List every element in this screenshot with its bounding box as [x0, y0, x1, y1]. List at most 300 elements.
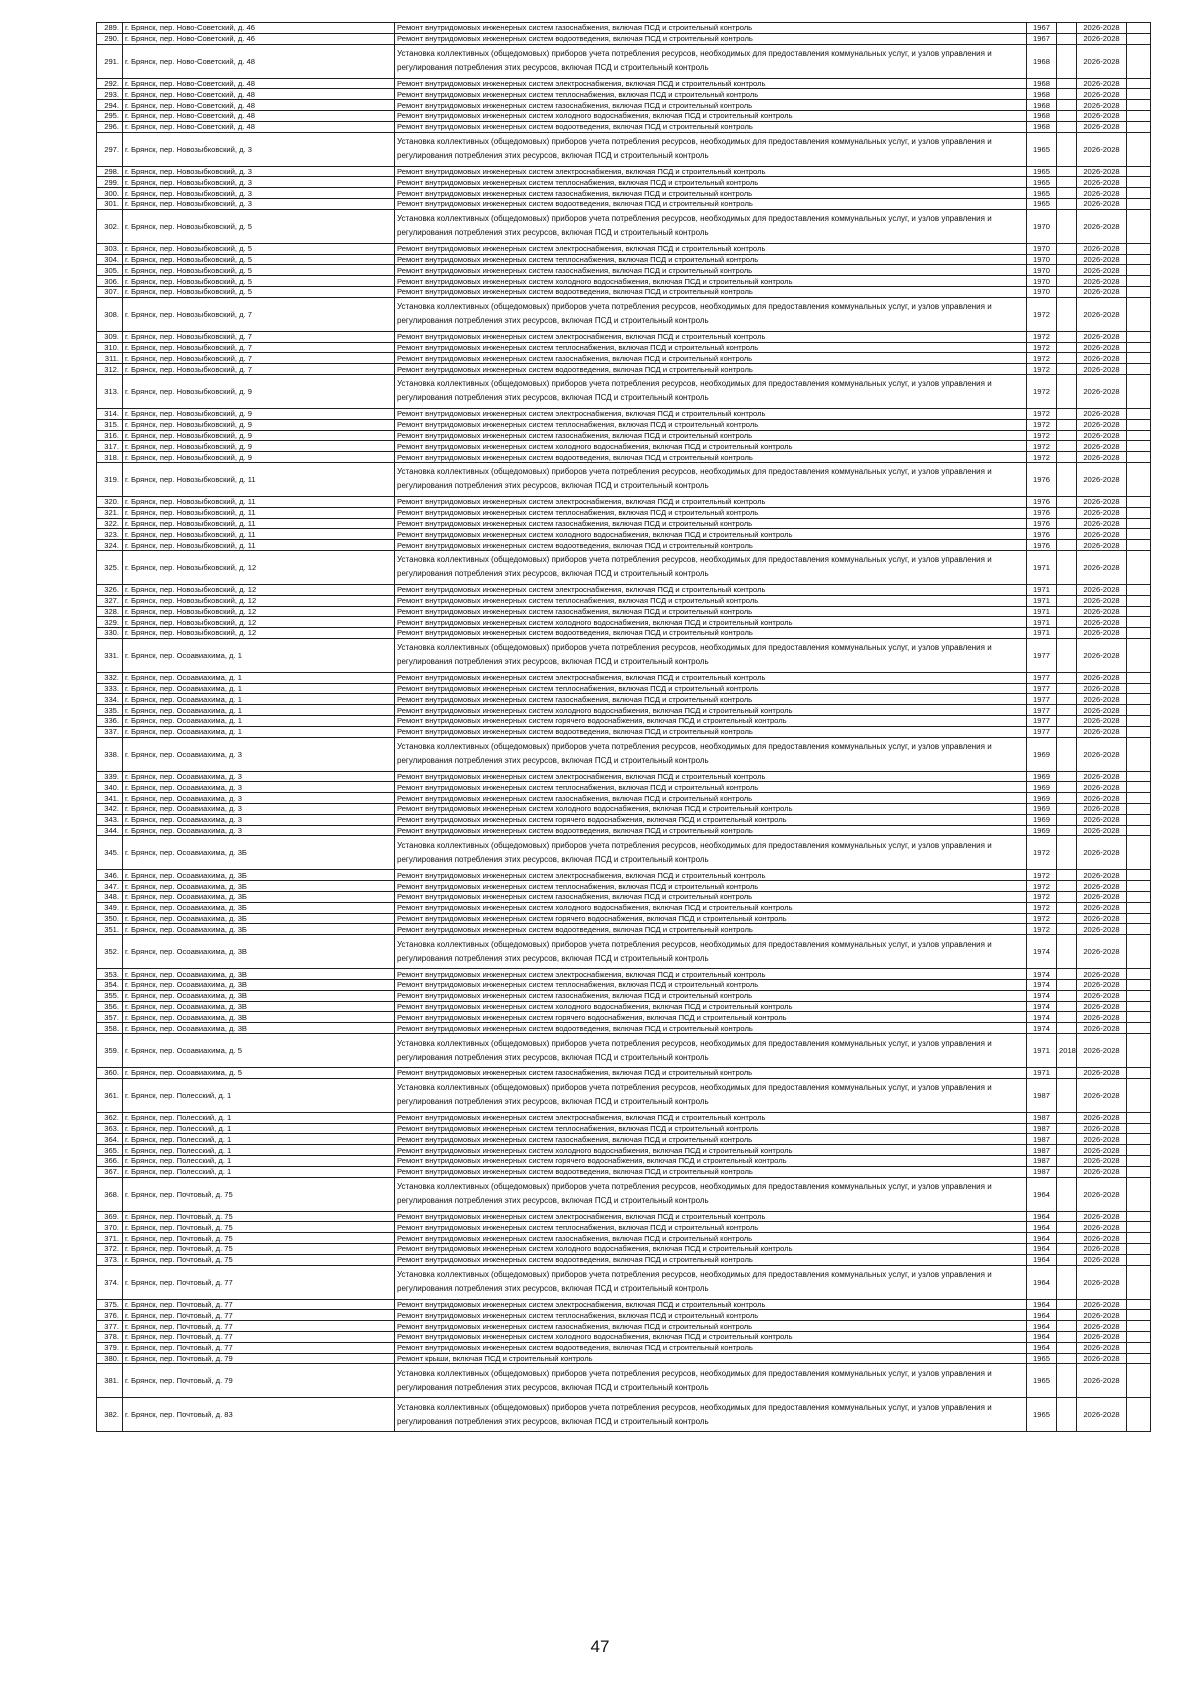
work-type-cell: Ремонт внутридомовых инженерных систем холодного водоснабжения, включая ПСД и строительный контроль: [395, 804, 1027, 815]
row-number: 322.: [97, 518, 123, 529]
previous-repair-cell: [1057, 726, 1077, 737]
table-row: [97, 606, 1151, 617]
row-number: 309.: [97, 331, 123, 342]
work-type-cell: Ремонт крыши, включая ПСД и строительный контроль: [395, 1353, 1027, 1364]
repair-period-cell: 2026-2028: [1077, 1243, 1127, 1254]
table-row: [97, 804, 1151, 815]
empty-cell: [1127, 672, 1151, 683]
year-built-cell: 1968: [1027, 121, 1057, 132]
table-row: [97, 1134, 1151, 1145]
address-cell: г. Брянск, пер. Осоавиахима, д. 1: [123, 705, 395, 716]
work-type-cell: Ремонт внутридомовых инженерных систем водоотведения, включая ПСД и строительный контроль: [395, 198, 1027, 209]
address-cell: г. Брянск, пер. Осоавиахима, д. 3: [123, 771, 395, 782]
repair-period-cell: 2026-2028: [1077, 1222, 1127, 1233]
previous-repair-cell: [1057, 870, 1077, 881]
year-built-cell: 1968: [1027, 89, 1057, 100]
row-number: 323.: [97, 529, 123, 540]
row-number: 310.: [97, 342, 123, 353]
address-cell: г. Брянск, пер. Осоавиахима, д. 3: [123, 814, 395, 825]
table-row: [97, 836, 1151, 870]
year-built-cell: 1972: [1027, 353, 1057, 364]
previous-repair-cell: [1057, 705, 1077, 716]
empty-cell: [1127, 286, 1151, 297]
row-number: 334.: [97, 694, 123, 705]
year-built-cell: 1971: [1027, 1034, 1057, 1068]
repair-period-cell: 2026-2028: [1077, 540, 1127, 551]
repair-period-cell: 2026-2028: [1077, 1001, 1127, 1012]
repair-period-cell: 2026-2028: [1077, 969, 1127, 980]
previous-repair-cell: [1057, 166, 1077, 177]
empty-cell: [1127, 771, 1151, 782]
work-type-cell: Ремонт внутридомовых инженерных систем электроснабжения, включая ПСД и строительный контроль: [395, 331, 1027, 342]
year-built-cell: 1977: [1027, 638, 1057, 672]
address-cell: г. Брянск, пер. Осоавиахима, д. 3В: [123, 935, 395, 969]
address-cell: г. Брянск, пер. Новозыбковский, д. 7: [123, 342, 395, 353]
address-cell: г. Брянск, пер. Ново-Советский, д. 46: [123, 33, 395, 44]
address-cell: г. Брянск, пер. Новозыбковский, д. 12: [123, 628, 395, 639]
row-number: 374.: [97, 1265, 123, 1299]
row-number: 344.: [97, 825, 123, 836]
year-built-cell: 1971: [1027, 595, 1057, 606]
previous-repair-cell: [1057, 1233, 1077, 1244]
previous-repair-cell: [1057, 1243, 1077, 1254]
table-row: [97, 132, 1151, 166]
work-type-cell: Ремонт внутридомовых инженерных систем электроснабжения, включая ПСД и строительный контроль: [395, 496, 1027, 507]
address-cell: г. Брянск, пер. Новозыбковский, д. 9: [123, 408, 395, 419]
empty-cell: [1127, 265, 1151, 276]
empty-cell: [1127, 913, 1151, 924]
empty-cell: [1127, 540, 1151, 551]
table-row: [97, 1166, 1151, 1177]
previous-repair-cell: [1057, 198, 1077, 209]
row-number: 337.: [97, 726, 123, 737]
work-type-cell: Ремонт внутридомовых инженерных систем водоотведения, включая ПСД и строительный контроль: [395, 364, 1027, 375]
year-built-cell: 1969: [1027, 825, 1057, 836]
year-built-cell: 1972: [1027, 342, 1057, 353]
table-row: [97, 1254, 1151, 1265]
table-row: [97, 694, 1151, 705]
table-row: [97, 33, 1151, 44]
previous-repair-cell: [1057, 1112, 1077, 1123]
work-type-cell: Ремонт внутридомовых инженерных систем холодного водоснабжения, включая ПСД и строительный контроль: [395, 1145, 1027, 1156]
repair-period-cell: 2026-2028: [1077, 276, 1127, 287]
empty-cell: [1127, 441, 1151, 452]
year-built-cell: 1972: [1027, 374, 1057, 408]
year-built-cell: 1969: [1027, 782, 1057, 793]
repair-period-cell: 2026-2028: [1077, 716, 1127, 727]
address-cell: г. Брянск, пер. Новозыбковский, д. 3: [123, 198, 395, 209]
address-cell: г. Брянск, пер. Осоавиахима, д. 3: [123, 737, 395, 771]
table-row: [97, 342, 1151, 353]
previous-repair-cell: [1057, 980, 1077, 991]
row-number: 363.: [97, 1123, 123, 1134]
previous-repair-cell: [1057, 814, 1077, 825]
row-number: 289.: [97, 23, 123, 34]
work-type-cell: Ремонт внутридомовых инженерных систем теплоснабжения, включая ПСД и строительный контроль: [395, 342, 1027, 353]
repair-period-cell: 2026-2028: [1077, 617, 1127, 628]
address-cell: г. Брянск, пер. Новозыбковский, д. 12: [123, 606, 395, 617]
previous-repair-cell: [1057, 881, 1077, 892]
repair-period-cell: 2026-2028: [1077, 1145, 1127, 1156]
repair-period-cell: 2026-2028: [1077, 881, 1127, 892]
previous-repair-cell: [1057, 836, 1077, 870]
address-cell: г. Брянск, пер. Почтовый, д. 79: [123, 1364, 395, 1398]
empty-cell: [1127, 243, 1151, 254]
work-type-cell: Установка коллективных (общедомовых) приборов учета потребления ресурсов, необходимых для предоставления коммунальных услуг, и узлов управления и регулирования потребления этих ресурсов, включая ПСД и строительный контроль: [395, 1265, 1027, 1299]
empty-cell: [1127, 737, 1151, 771]
work-type-cell: Ремонт внутридомовых инженерных систем газоснабжения, включая ПСД и строительный контроль: [395, 694, 1027, 705]
year-built-cell: 1977: [1027, 716, 1057, 727]
year-built-cell: 1970: [1027, 243, 1057, 254]
empty-cell: [1127, 1166, 1151, 1177]
address-cell: г. Брянск, пер. Новозыбковский, д. 5: [123, 209, 395, 243]
year-built-cell: 1972: [1027, 892, 1057, 903]
year-built-cell: 1977: [1027, 705, 1057, 716]
work-type-cell: Ремонт внутридомовых инженерных систем холодного водоснабжения, включая ПСД и строительный контроль: [395, 617, 1027, 628]
repair-period-cell: 2026-2028: [1077, 814, 1127, 825]
work-type-cell: Ремонт внутридомовых инженерных систем горячего водоснабжения, включая ПСД и строительный контроль: [395, 716, 1027, 727]
empty-cell: [1127, 353, 1151, 364]
table-row: [97, 44, 1151, 78]
previous-repair-cell: [1057, 1254, 1077, 1265]
address-cell: г. Брянск, пер. Новозыбковский, д. 11: [123, 462, 395, 496]
address-cell: г. Брянск, пер. Полесский, д. 1: [123, 1112, 395, 1123]
previous-repair-cell: [1057, 507, 1077, 518]
repair-period-cell: 2026-2028: [1077, 980, 1127, 991]
address-cell: г. Брянск, пер. Почтовый, д. 75: [123, 1243, 395, 1254]
repair-period-cell: 2026-2028: [1077, 902, 1127, 913]
table-row: [97, 89, 1151, 100]
table-row: [97, 913, 1151, 924]
row-number: 295.: [97, 110, 123, 121]
table-row: [97, 716, 1151, 727]
table-row: [97, 540, 1151, 551]
previous-repair-cell: [1057, 1001, 1077, 1012]
work-type-cell: Ремонт внутридомовых инженерных систем холодного водоснабжения, включая ПСД и строительный контроль: [395, 1243, 1027, 1254]
empty-cell: [1127, 980, 1151, 991]
work-type-cell: Ремонт внутридомовых инженерных систем водоотведения, включая ПСД и строительный контроль: [395, 452, 1027, 463]
address-cell: г. Брянск, пер. Новозыбковский, д. 3: [123, 188, 395, 199]
address-cell: г. Брянск, пер. Новозыбковский, д. 9: [123, 430, 395, 441]
address-cell: г. Брянск, пер. Новозыбковский, д. 11: [123, 518, 395, 529]
year-built-cell: 1969: [1027, 804, 1057, 815]
row-number: 338.: [97, 737, 123, 771]
repair-period-cell: 2026-2028: [1077, 737, 1127, 771]
address-cell: г. Брянск, пер. Новозыбковский, д. 3: [123, 132, 395, 166]
row-number: 349.: [97, 902, 123, 913]
repair-period-cell: 2026-2028: [1077, 342, 1127, 353]
empty-cell: [1127, 209, 1151, 243]
table-row: [97, 969, 1151, 980]
address-cell: г. Брянск, пер. Осоавиахима, д. 3Б: [123, 870, 395, 881]
table-row: [97, 1145, 1151, 1156]
table-row: [97, 892, 1151, 903]
table-row: [97, 78, 1151, 89]
row-number: 370.: [97, 1222, 123, 1233]
table-row: [97, 1364, 1151, 1398]
work-type-cell: Установка коллективных (общедомовых) приборов учета потребления ресурсов, необходимых для предоставления коммунальных услуг, и узлов управления и регулирования потребления этих ресурсов, включая ПСД и строительный контроль: [395, 1078, 1027, 1112]
row-number: 366.: [97, 1156, 123, 1167]
work-type-cell: Ремонт внутридомовых инженерных систем холодного водоснабжения, включая ПСД и строительный контроль: [395, 110, 1027, 121]
previous-repair-cell: [1057, 529, 1077, 540]
table-row: [97, 209, 1151, 243]
row-number: 341.: [97, 793, 123, 804]
repair-period-cell: 2026-2028: [1077, 825, 1127, 836]
repair-period-cell: 2026-2028: [1077, 1254, 1127, 1265]
address-cell: г. Брянск, пер. Новозыбковский, д. 3: [123, 177, 395, 188]
table-row: [97, 1023, 1151, 1034]
year-built-cell: 1968: [1027, 110, 1057, 121]
work-type-cell: Ремонт внутридомовых инженерных систем газоснабжения, включая ПСД и строительный контроль: [395, 353, 1027, 364]
work-type-cell: Ремонт внутридомовых инженерных систем теплоснабжения, включая ПСД и строительный контроль: [395, 881, 1027, 892]
year-built-cell: 1965: [1027, 188, 1057, 199]
empty-cell: [1127, 1023, 1151, 1034]
repair-period-cell: 2026-2028: [1077, 1012, 1127, 1023]
work-type-cell: Установка коллективных (общедомовых) приборов учета потребления ресурсов, необходимых для предоставления коммунальных услуг, и узлов управления и регулирования потребления этих ресурсов, включая ПСД и строительный контроль: [395, 1177, 1027, 1211]
work-type-cell: Ремонт внутридомовых инженерных систем водоотведения, включая ПСД и строительный контроль: [395, 1254, 1027, 1265]
table-row: [97, 374, 1151, 408]
repair-period-cell: 2026-2028: [1077, 254, 1127, 265]
repair-period-cell: 2026-2028: [1077, 353, 1127, 364]
repair-period-cell: 2026-2028: [1077, 726, 1127, 737]
year-built-cell: 1972: [1027, 408, 1057, 419]
row-number: 357.: [97, 1012, 123, 1023]
repair-period-cell: 2026-2028: [1077, 1331, 1127, 1342]
work-type-cell: Ремонт внутридомовых инженерных систем теплоснабжения, включая ПСД и строительный контроль: [395, 683, 1027, 694]
work-type-cell: Ремонт внутридомовых инженерных систем электроснабжения, включая ПСД и строительный контроль: [395, 243, 1027, 254]
year-built-cell: 1965: [1027, 198, 1057, 209]
repair-period-cell: 2026-2028: [1077, 462, 1127, 496]
table-row: [97, 177, 1151, 188]
previous-repair-cell: [1057, 638, 1077, 672]
previous-repair-cell: [1057, 353, 1077, 364]
previous-repair-cell: [1057, 628, 1077, 639]
work-type-cell: Ремонт внутридомовых инженерных систем электроснабжения, включая ПСД и строительный контроль: [395, 1299, 1027, 1310]
empty-cell: [1127, 550, 1151, 584]
table-row: [97, 1123, 1151, 1134]
empty-cell: [1127, 1145, 1151, 1156]
repair-period-cell: 2026-2028: [1077, 935, 1127, 969]
empty-cell: [1127, 705, 1151, 716]
year-built-cell: 1964: [1027, 1299, 1057, 1310]
work-type-cell: Ремонт внутридомовых инженерных систем теплоснабжения, включая ПСД и строительный контроль: [395, 980, 1027, 991]
row-number: 368.: [97, 1177, 123, 1211]
row-number: 332.: [97, 672, 123, 683]
row-number: 292.: [97, 78, 123, 89]
year-built-cell: 1974: [1027, 969, 1057, 980]
work-type-cell: Ремонт внутридомовых инженерных систем водоотведения, включая ПСД и строительный контроль: [395, 1342, 1027, 1353]
empty-cell: [1127, 44, 1151, 78]
year-built-cell: 1970: [1027, 209, 1057, 243]
previous-repair-cell: [1057, 935, 1077, 969]
row-number: 305.: [97, 265, 123, 276]
repair-period-cell: 2026-2028: [1077, 913, 1127, 924]
work-type-cell: Ремонт внутридомовых инженерных систем холодного водоснабжения, включая ПСД и строительный контроль: [395, 902, 1027, 913]
row-number: 315.: [97, 419, 123, 430]
address-cell: г. Брянск, пер. Новозыбковский, д. 9: [123, 452, 395, 463]
previous-repair-cell: [1057, 737, 1077, 771]
address-cell: г. Брянск, пер. Почтовый, д. 77: [123, 1342, 395, 1353]
empty-cell: [1127, 430, 1151, 441]
row-number: 316.: [97, 430, 123, 441]
work-type-cell: Ремонт внутридомовых инженерных систем водоотведения, включая ПСД и строительный контроль: [395, 540, 1027, 551]
empty-cell: [1127, 1222, 1151, 1233]
work-type-cell: Установка коллективных (общедомовых) приборов учета потребления ресурсов, необходимых для предоставления коммунальных услуг, и узлов управления и регулирования потребления этих ресурсов, включая ПСД и строительный контроль: [395, 462, 1027, 496]
repair-plan-table: [96, 22, 1151, 1432]
row-number: 365.: [97, 1145, 123, 1156]
empty-cell: [1127, 297, 1151, 331]
table-row: [97, 452, 1151, 463]
table-row: [97, 705, 1151, 716]
row-number: 377.: [97, 1321, 123, 1332]
year-built-cell: 1964: [1027, 1342, 1057, 1353]
address-cell: г. Брянск, пер. Почтовый, д. 75: [123, 1233, 395, 1244]
work-type-cell: Ремонт внутридомовых инженерных систем горячего водоснабжения, включая ПСД и строительный контроль: [395, 1156, 1027, 1167]
empty-cell: [1127, 804, 1151, 815]
address-cell: г. Брянск, пер. Осоавиахима, д. 1: [123, 672, 395, 683]
repair-period-cell: 2026-2028: [1077, 496, 1127, 507]
previous-repair-cell: [1057, 110, 1077, 121]
address-cell: г. Брянск, пер. Осоавиахима, д. 1: [123, 716, 395, 727]
empty-cell: [1127, 1254, 1151, 1265]
empty-cell: [1127, 121, 1151, 132]
previous-repair-cell: [1057, 1398, 1077, 1432]
empty-cell: [1127, 276, 1151, 287]
work-type-cell: Ремонт внутридомовых инженерных систем теплоснабжения, включая ПСД и строительный контроль: [395, 177, 1027, 188]
address-cell: г. Брянск, пер. Осоавиахима, д. 5: [123, 1034, 395, 1068]
row-number: 359.: [97, 1034, 123, 1068]
previous-repair-cell: [1057, 430, 1077, 441]
repair-period-cell: 2026-2028: [1077, 265, 1127, 276]
repair-period-cell: 2026-2028: [1077, 430, 1127, 441]
repair-period-cell: 2026-2028: [1077, 198, 1127, 209]
year-built-cell: 1974: [1027, 1023, 1057, 1034]
empty-cell: [1127, 1123, 1151, 1134]
address-cell: г. Брянск, пер. Новозыбковский, д. 11: [123, 507, 395, 518]
work-type-cell: Ремонт внутридомовых инженерных систем газоснабжения, включая ПСД и строительный контроль: [395, 1134, 1027, 1145]
repair-period-cell: 2026-2028: [1077, 166, 1127, 177]
year-built-cell: 1972: [1027, 870, 1057, 881]
year-built-cell: 1972: [1027, 364, 1057, 375]
previous-repair-cell: [1057, 331, 1077, 342]
repair-period-cell: 2026-2028: [1077, 408, 1127, 419]
work-type-cell: Ремонт внутридомовых инженерных систем холодного водоснабжения, включая ПСД и строительный контроль: [395, 441, 1027, 452]
row-number: 381.: [97, 1364, 123, 1398]
empty-cell: [1127, 726, 1151, 737]
row-number: 350.: [97, 913, 123, 924]
empty-cell: [1127, 1112, 1151, 1123]
year-built-cell: 1968: [1027, 44, 1057, 78]
repair-period-cell: 2026-2028: [1077, 595, 1127, 606]
empty-cell: [1127, 78, 1151, 89]
table-row: [97, 990, 1151, 1001]
work-type-cell: Ремонт внутридомовых инженерных систем водоотведения, включая ПСД и строительный контроль: [395, 286, 1027, 297]
address-cell: г. Брянск, пер. Почтовый, д. 77: [123, 1321, 395, 1332]
work-type-cell: Ремонт внутридомовых инженерных систем теплоснабжения, включая ПСД и строительный контроль: [395, 595, 1027, 606]
empty-cell: [1127, 1068, 1151, 1079]
empty-cell: [1127, 825, 1151, 836]
work-type-cell: Ремонт внутридомовых инженерных систем газоснабжения, включая ПСД и строительный контроль: [395, 1321, 1027, 1332]
previous-repair-cell: [1057, 550, 1077, 584]
row-number: 378.: [97, 1331, 123, 1342]
table-row: [97, 110, 1151, 121]
year-built-cell: 1977: [1027, 694, 1057, 705]
address-cell: г. Брянск, пер. Новозыбковский, д. 11: [123, 540, 395, 551]
previous-repair-cell: [1057, 286, 1077, 297]
table-row: [97, 1112, 1151, 1123]
empty-cell: [1127, 1299, 1151, 1310]
address-cell: г. Брянск, пер. Новозыбковский, д. 9: [123, 374, 395, 408]
empty-cell: [1127, 1134, 1151, 1145]
previous-repair-cell: [1057, 1265, 1077, 1299]
year-built-cell: 1971: [1027, 1068, 1057, 1079]
table-row: [97, 782, 1151, 793]
work-type-cell: Ремонт внутридомовых инженерных систем водоотведения, включая ПСД и строительный контроль: [395, 33, 1027, 44]
repair-period-cell: 2026-2028: [1077, 892, 1127, 903]
address-cell: г. Брянск, пер. Ново-Советский, д. 48: [123, 100, 395, 111]
year-built-cell: 1987: [1027, 1123, 1057, 1134]
previous-repair-cell: [1057, 804, 1077, 815]
table-row: [97, 265, 1151, 276]
previous-repair-cell: [1057, 793, 1077, 804]
empty-cell: [1127, 969, 1151, 980]
empty-cell: [1127, 33, 1151, 44]
table-row: [97, 1265, 1151, 1299]
repair-period-cell: 2026-2028: [1077, 1398, 1127, 1432]
year-built-cell: 1964: [1027, 1177, 1057, 1211]
year-built-cell: 1971: [1027, 550, 1057, 584]
empty-cell: [1127, 638, 1151, 672]
table-row: [97, 353, 1151, 364]
previous-repair-cell: [1057, 892, 1077, 903]
previous-repair-cell: [1057, 584, 1077, 595]
table-row: [97, 496, 1151, 507]
table-row: [97, 408, 1151, 419]
address-cell: г. Брянск, пер. Полесский, д. 1: [123, 1123, 395, 1134]
year-built-cell: 1972: [1027, 419, 1057, 430]
row-number: 291.: [97, 44, 123, 78]
row-number: 371.: [97, 1233, 123, 1244]
table-row: [97, 980, 1151, 991]
row-number: 340.: [97, 782, 123, 793]
repair-period-cell: 2026-2028: [1077, 870, 1127, 881]
previous-repair-cell: [1057, 462, 1077, 496]
table-row: [97, 529, 1151, 540]
work-type-cell: Ремонт внутридомовых инженерных систем теплоснабжения, включая ПСД и строительный контроль: [395, 782, 1027, 793]
table-row: [97, 419, 1151, 430]
empty-cell: [1127, 683, 1151, 694]
row-number: 361.: [97, 1078, 123, 1112]
repair-period-cell: 2026-2028: [1077, 804, 1127, 815]
address-cell: г. Брянск, пер. Новозыбковский, д. 5: [123, 265, 395, 276]
empty-cell: [1127, 23, 1151, 34]
address-cell: г. Брянск, пер. Почтовый, д. 77: [123, 1299, 395, 1310]
address-cell: г. Брянск, пер. Полесский, д. 1: [123, 1145, 395, 1156]
repair-period-cell: 2026-2028: [1077, 364, 1127, 375]
repair-period-cell: 2026-2028: [1077, 924, 1127, 935]
year-built-cell: 1970: [1027, 286, 1057, 297]
table-row: [97, 1034, 1151, 1068]
previous-repair-cell: [1057, 121, 1077, 132]
work-type-cell: Ремонт внутридомовых инженерных систем газоснабжения, включая ПСД и строительный контроль: [395, 100, 1027, 111]
repair-period-cell: 2026-2028: [1077, 374, 1127, 408]
repair-period-cell: 2026-2028: [1077, 419, 1127, 430]
address-cell: г. Брянск, пер. Почтовый, д. 83: [123, 1398, 395, 1432]
repair-period-cell: 2026-2028: [1077, 1299, 1127, 1310]
previous-repair-cell: [1057, 254, 1077, 265]
address-cell: г. Брянск, пер. Осоавиахима, д. 3Б: [123, 924, 395, 935]
previous-repair-cell: [1057, 496, 1077, 507]
